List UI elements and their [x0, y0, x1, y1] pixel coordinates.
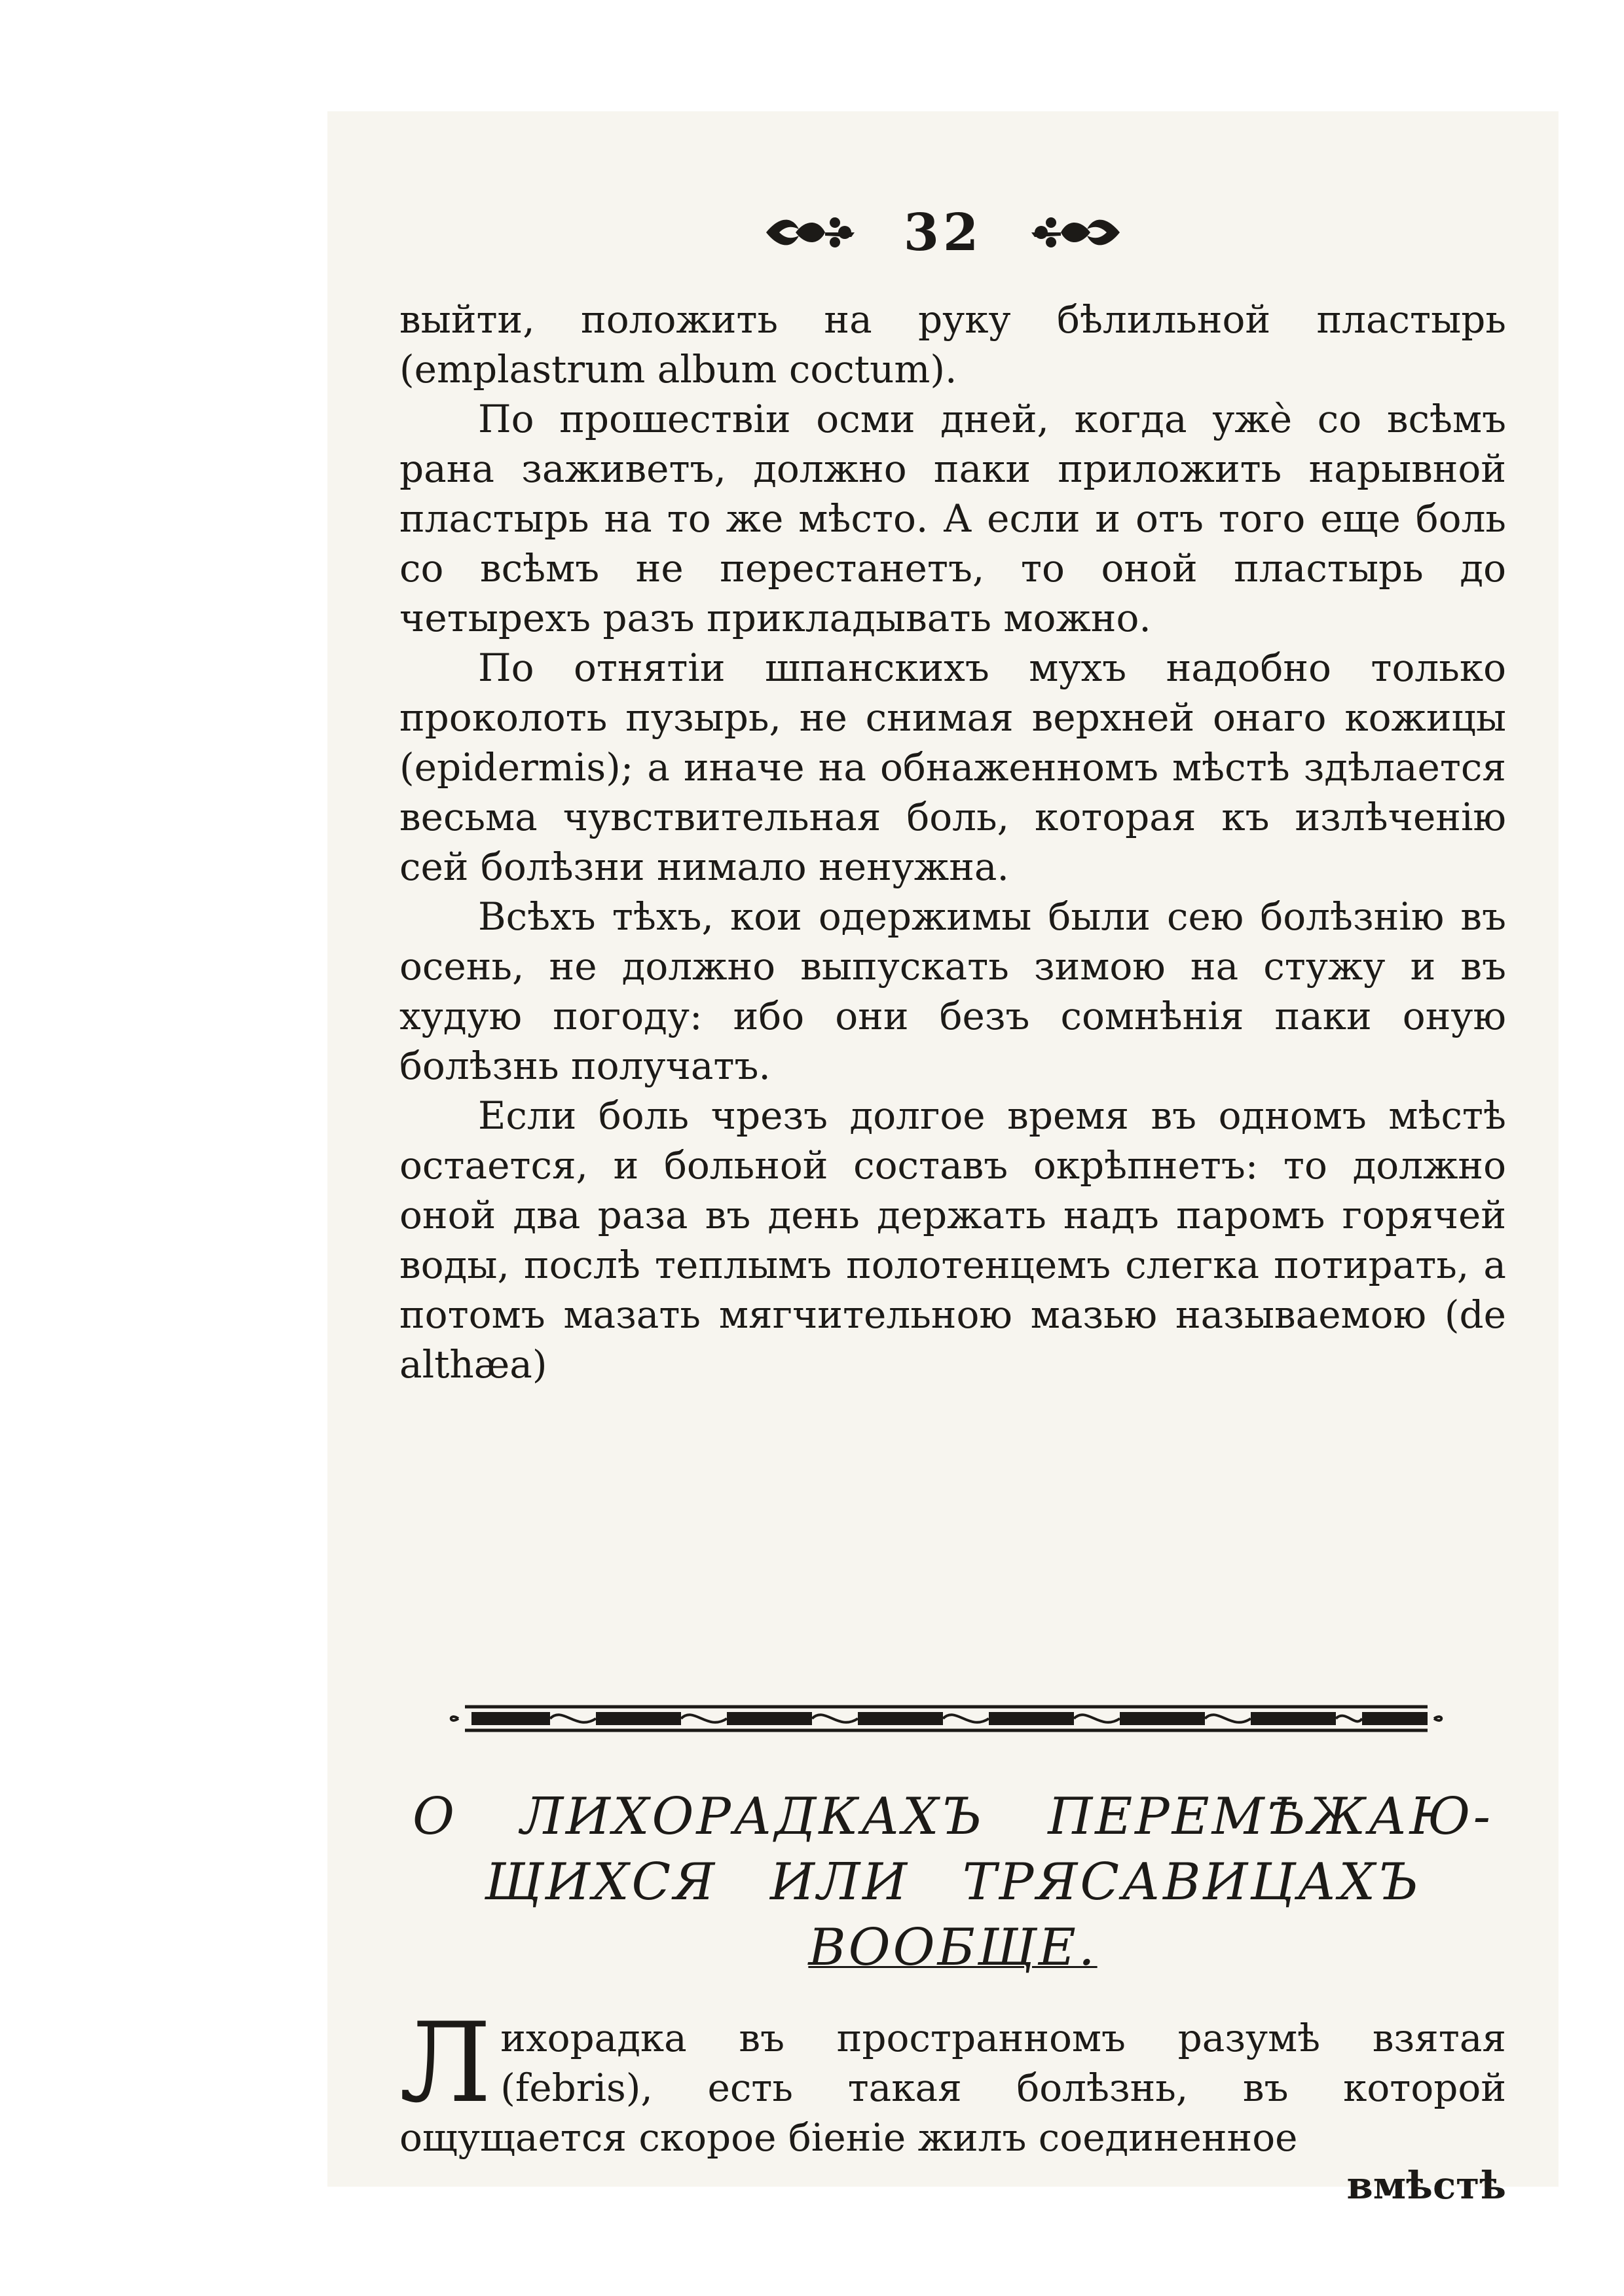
catchword: вмѣстѣ: [1346, 2163, 1506, 2208]
page-number: 32: [903, 202, 983, 263]
body-text: [399, 295, 1506, 1389]
paragraph-text: ихорадка въ пространномъ разумѣ взятая (febris), есть такая болѣзнь, въ которой ощущается скорое біеніе жилъ соединенное: [399, 2016, 1506, 2160]
floral-ornament-left-icon: [760, 210, 858, 255]
paragraph: [399, 1999, 1506, 2162]
paragraph: Всѣхъ тѣхъ, кои одержимы были сею болѣзнію въ осень, не должно выпускать зимою на стужу и въ худую погоду: ибо они безъ сомнѣнія паки оную болѣзнь получатъ.: [399, 894, 1506, 1088]
chapter-title-line: ЩИХСЯ ИЛИ ТРЯСАВИЦАХЪ: [485, 1853, 1421, 1912]
book-page: [327, 111, 1559, 2208]
ornamental-rule-icon: [445, 1692, 1447, 1745]
paragraph: По отнятіи шпанскихъ мухъ надобно только проколоть пузырь, не снимая верхней онаго кожицы (epidermis); а иначе на обнаженномъ мѣстѣ здѣлается весьма чувствительная боль, которая къ излѣченію сей болѣзни нимало ненужна.: [399, 646, 1506, 889]
page-header: [327, 193, 1559, 272]
paragraph: Если боль чрезъ долгое время въ одномъ мѣстѣ остается, и больной составъ окрѣпнетъ: то должно оной два раза въ день держать надъ паромъ горячей воды, послѣ теплымъ полотенцемъ слегка потирать, а потомъ мазать мягчительною мазью называемою (de althæa): [399, 1093, 1506, 1387]
drop-cap: Л: [399, 1999, 492, 2127]
chapter-opening-text: [399, 1999, 1506, 2162]
chapter-title-line: ВООБЩЕ.: [808, 1918, 1098, 1977]
floral-ornament-right-icon: [1028, 210, 1126, 255]
paragraph: выйти, положить на руку бѣлильной пластырь (emplastrum album coctum).: [399, 297, 1506, 392]
chapter-title: [413, 1784, 1493, 1980]
chapter-title-line: О ЛИХОРАДКАХЪ ПЕРЕМѢЖАЮ-: [413, 1787, 1493, 1846]
paragraph: По прошествіи осми дней, когда ужѐ со всѣмъ рана заживетъ, должно паки приложить нарывной пластырь на то же мѣсто. А если и отъ того еще боль со всѣмъ не перестанетъ, то оной пластырь до четырехъ разъ прикладывать можно.: [399, 397, 1506, 640]
